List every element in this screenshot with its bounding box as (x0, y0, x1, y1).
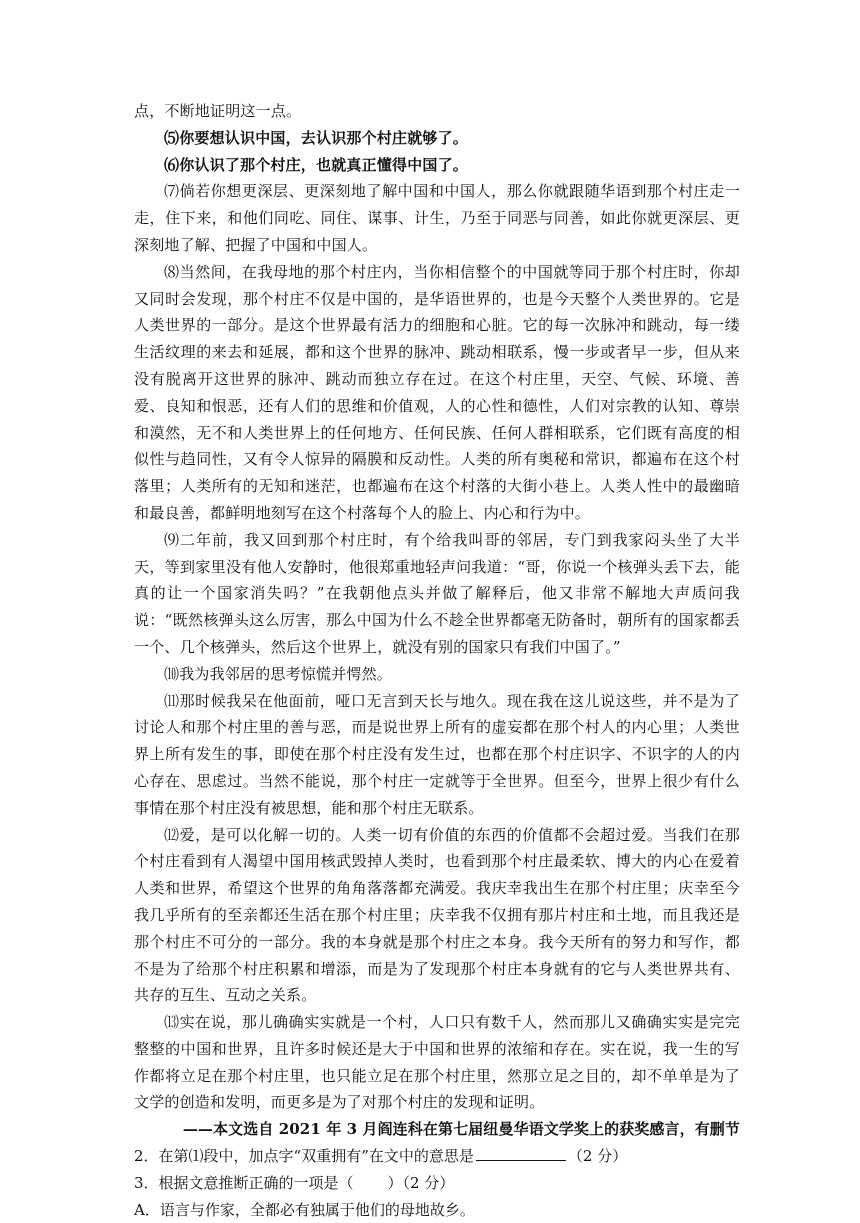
paragraph-4-end: 点，不断地证明这一点。 (134, 102, 302, 120)
answer-blank[interactable] (476, 1146, 566, 1161)
question-2-text: 2．在第⑴段中，加点字“双重拥有”在文中的意思是 (134, 1147, 474, 1166)
paragraph-11: ⑾那时候我呆在他面前，哑口无言到天长与地久。现在我在这儿说这些，并不是为了讨论人和那个村庄里的善与恶，而是说世界上所有的虚妄都在那个村人的内心里；人类世界上所有发生的事，即使在那个村庄没有发生过，也都在那个村庄识字、不识字的人的内心存在、思虑过。当然不能说，那个村庄一定就等于全世界。但至今，世界上很少有什么事情在那个村庄没有被思想，能和那个村庄无联系。 (134, 691, 740, 817)
paragraph-5: ⑸你要想认识中国，去认识那个村庄就够了。 (164, 128, 469, 147)
paragraph-12: ⑿爱，是可以化解一切的。人类一切有价值的东西的价值都不会超过爱。当我们在那个村庄看到有人渴望中国用核武毁掉人类时，也看到那个村庄最柔软、博大的内心在爱着人类和世界，希望这个世界的角角落落都充满爱。我庆幸我出生在那个村庄里；庆幸至今我几乎所有的至亲都还生活在那个村庄里；庆幸我不仅拥有那片村庄和土地，而且我还是那个村庄不可分的一部分。我的本身就是那个村庄之本身。我今天所有的努力和写作，都不是为了给那个村庄积累和增添，而是为了发现那个村庄本身就有的它与人类世界共有、共存的互生、互动之关系。 (134, 825, 740, 1005)
document-page (134, 98, 740, 1223)
paragraph-9: ⑼二年前，我又回到那个村庄时，有个给我叫哥的邻居，专门到我家闷头坐了大半天，等到家里没有他人安静时，他很郑重地轻声问我道：“哥，你说一个核弹头丢下去，能真的让一个国家消失吗？”在我朝他点头并做了解释后，他又非常不解地大声质问我说：“既然核弹头这么厉害，那么中国为什么不趁全世界都毫无防备时，朝所有的国家都丢一个、几个核弹头，然后这个世界上，就没有别的国家只有我们中国了。” (134, 530, 740, 656)
question-2 (134, 1143, 740, 1170)
option-a: A．语言与作家，全都必有独属于他们的母地故乡。 (134, 1200, 475, 1219)
paragraph-7: ⑺倘若你想更深层、更深刻地了解中国和中国人，那么你就跟随华语到那个村庄走一走，住下来，和他们同吃、同住、谋事、计生，乃至于同恶与同善，如此你就更深层、更深刻地了解、把握了中国和中国人。 (134, 182, 740, 254)
paragraph-8: ⑻当然间，在我母地的那个村庄内，当你相信整个的中国就等同于那个村庄时，你却又同时会发现，那个村庄不仅是中国的，是华语世界的，也是今天整个人类世界的。它是人类世界的一部分。是这个世界最有活力的细胞和心脏。它的每一次脉冲和跳动，每一缕生活纹理的来去和延展，都和这个世界的脉冲、跳动相联系，慢一步或者早一步，但从来没有脱离开这世界的脉冲、跳动而独立存在过。在这个村庄里，天空、气候、环境、善爱、良知和恨恶，还有人们的思维和价值观，人的心性和德性，人们对宗教的认知、尊崇和漠然，无不和人类世界上的任何地方、任何民族、任何人群相联系，它们既有高度的相似性与趋同性，又有令人惊异的隔膜和反动性。人类的所有奥秘和常识，都遍布在这个村落里；人类所有的无知和迷茫，也都遍布在这个村落的大街小巷上。人类人性中的最幽暗和最良善，都鲜明地刻写在这个村落每个人的脸上、内心和行为中。 (134, 262, 740, 522)
question-3-text: 3．根据文意推断正确的一项是（ (134, 1173, 354, 1192)
question-2-score: （2 分） (567, 1147, 628, 1166)
question-3-score: ）（2 分） (387, 1173, 455, 1192)
question-3 (134, 1170, 740, 1197)
paragraph-13: ⒀实在说，那儿确确实实就是一个村，人口只有数千人，然而那儿又确确实实是完完整整的中国和世界，且许多时候还是大于中国和世界的浓缩和存在。实在说，我一生的写作都将立足在那个村庄里，也只能立足在那个村庄里，然那立足之目的，却不单单是为了文学的创造和发明，而更多是为了对那个村庄的发现和证明。 (134, 1013, 740, 1112)
source-note: ——本文选自 2021 年 3 月阎连科在第七届纽曼华语文学奖上的获奖感言，有删节 (182, 1120, 740, 1139)
paragraph-6: ⑹你认识了那个村庄，也就真正懂得中国了。 (164, 155, 469, 174)
paragraph-10: ⑽我为我邻居的思考惊慌并愕然。 (164, 664, 393, 683)
